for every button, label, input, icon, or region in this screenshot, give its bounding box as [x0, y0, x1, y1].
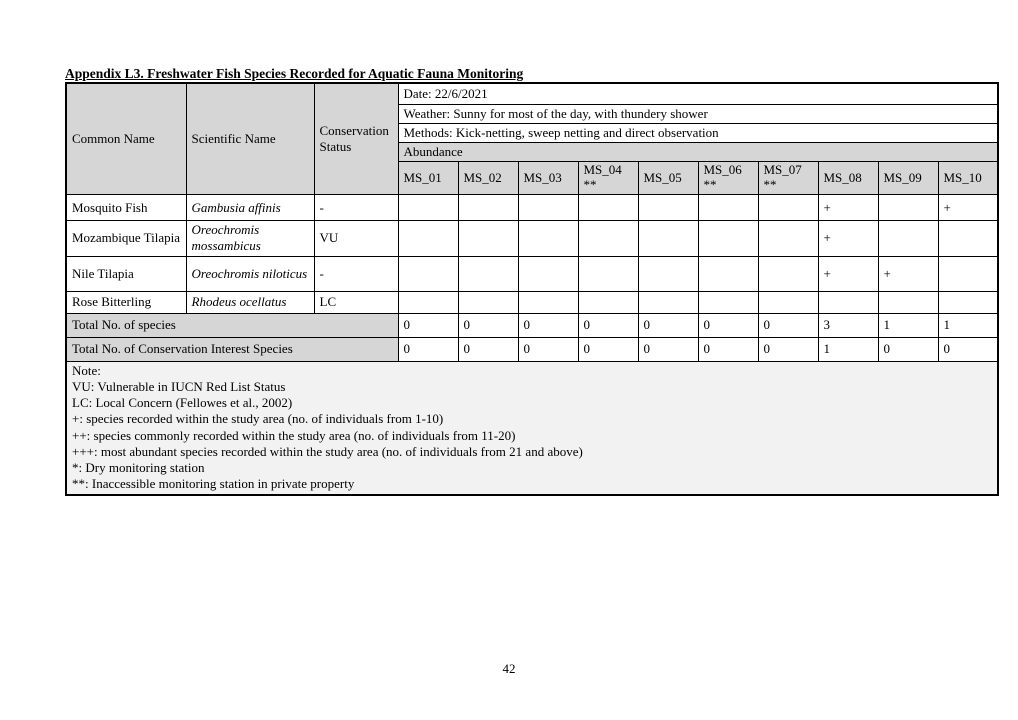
abundance-cell: + — [818, 221, 878, 257]
abundance-cell — [578, 195, 638, 221]
species-common-name: Nile Tilapia — [66, 256, 186, 291]
abundance-cell — [878, 195, 938, 221]
total-species-row — [66, 313, 998, 337]
abundance-cell: + — [818, 256, 878, 291]
date-cell: Date: 22/6/2021 — [398, 83, 998, 104]
species-scientific-name: Oreochromis niloticus — [186, 256, 314, 291]
total-value: 1 — [878, 313, 938, 337]
abundance-cell — [398, 256, 458, 291]
abundance-cell — [938, 291, 998, 313]
abundance-cell — [458, 195, 518, 221]
species-scientific-name: Gambusia affinis — [186, 195, 314, 221]
station-header-ms07 — [758, 162, 818, 195]
note-line: ++: species commonly recorded within the study area (no. of individuals from 11-20) — [72, 427, 516, 443]
abundance-cell — [398, 195, 458, 221]
abundance-cell — [398, 221, 458, 257]
species-row-mozambique-tilapia — [66, 221, 998, 257]
abundance-cell — [758, 221, 818, 257]
note-line: VU: Vulnerable in IUCN Red List Status — [72, 378, 286, 394]
station-header-ms03 — [518, 162, 578, 195]
total-conservation-row — [66, 337, 998, 361]
abundance-cell — [938, 221, 998, 257]
total-value: 0 — [638, 337, 698, 361]
column-header-conservation-status: Conservation Status — [314, 83, 398, 195]
abundance-cell: + — [878, 256, 938, 291]
notes-row — [66, 361, 998, 495]
abundance-cell — [518, 256, 578, 291]
abundance-cell — [938, 256, 998, 291]
station-label: MS_06 — [703, 162, 742, 178]
methods-cell: Methods: Kick-netting, sweep netting and direct observation — [398, 123, 998, 142]
abundance-cell — [518, 195, 578, 221]
note-line: **: Inaccessible monitoring station in private property — [72, 476, 355, 492]
total-value: 0 — [698, 337, 758, 361]
abundance-cell — [758, 291, 818, 313]
note-line: +++: most abundant species recorded within the study area (no. of individuals from 21 and above) — [72, 443, 583, 459]
station-label: MS_03 — [523, 169, 562, 185]
total-value: 0 — [638, 313, 698, 337]
abundance-cell: + — [818, 195, 878, 221]
station-label: MS_05 — [643, 169, 682, 185]
total-value: 0 — [938, 337, 998, 361]
station-label: MS_01 — [403, 169, 442, 185]
weather-cell: Weather: Sunny for most of the day, with thundery shower — [398, 104, 998, 123]
total-value: 1 — [938, 313, 998, 337]
station-label: MS_02 — [463, 169, 502, 185]
species-conservation-status: - — [314, 195, 398, 221]
station-label: MS_10 — [943, 169, 982, 185]
page-title: Appendix L3. Freshwater Fish Species Recorded for Aquatic Fauna Monitoring — [65, 66, 524, 81]
total-value: 0 — [518, 313, 578, 337]
station-header-ms05 — [638, 162, 698, 195]
total-value: 0 — [578, 337, 638, 361]
abundance-cell — [578, 291, 638, 313]
total-conservation-label: Total No. of Conservation Interest Species — [66, 337, 398, 361]
abundance-cell-header: Abundance — [398, 143, 998, 162]
notes-block — [66, 361, 998, 495]
abundance-cell — [698, 221, 758, 257]
total-value: 0 — [398, 337, 458, 361]
species-scientific-name: Rhodeus ocellatus — [186, 291, 314, 313]
abundance-cell — [638, 291, 698, 313]
species-common-name: Rose Bitterling — [66, 291, 186, 313]
note-line: Note: — [72, 362, 101, 378]
station-note: ** — [763, 177, 777, 193]
station-header-ms08 — [818, 162, 878, 195]
abundance-cell — [638, 221, 698, 257]
abundance-cell — [758, 256, 818, 291]
fauna-monitoring-table — [65, 82, 999, 496]
station-header-ms06 — [698, 162, 758, 195]
total-value: 1 — [818, 337, 878, 361]
station-label: MS_04 — [583, 162, 622, 178]
abundance-cell — [698, 291, 758, 313]
total-value: 3 — [818, 313, 878, 337]
column-header-scientific-name: Scientific Name — [186, 83, 314, 195]
abundance-cell — [458, 256, 518, 291]
species-conservation-status: LC — [314, 291, 398, 313]
species-conservation-status: VU — [314, 221, 398, 257]
station-header-ms10 — [938, 162, 998, 195]
total-value: 0 — [458, 313, 518, 337]
species-row-rose-bitterling — [66, 291, 998, 313]
total-value: 0 — [578, 313, 638, 337]
station-label: MS_07 — [763, 162, 802, 178]
station-label: MS_09 — [883, 169, 922, 185]
species-common-name: Mosquito Fish — [66, 195, 186, 221]
station-header-ms01 — [398, 162, 458, 195]
abundance-cell — [878, 221, 938, 257]
abundance-cell — [818, 291, 878, 313]
note-line: +: species recorded within the study area (no. of individuals from 1-10) — [72, 411, 444, 427]
note-line: LC: Local Concern (Fellowes et al., 2002) — [72, 395, 293, 411]
abundance-cell: + — [938, 195, 998, 221]
abundance-cell — [578, 221, 638, 257]
station-label: MS_08 — [823, 169, 862, 185]
total-value: 0 — [758, 337, 818, 361]
column-header-common-name: Common Name — [66, 83, 186, 195]
species-scientific-name: Oreochromis mossambicus — [186, 221, 314, 257]
abundance-cell — [398, 291, 458, 313]
abundance-cell — [458, 221, 518, 257]
note-line: *: Dry monitoring station — [72, 460, 205, 476]
total-value: 0 — [698, 313, 758, 337]
total-species-label: Total No. of species — [66, 313, 398, 337]
abundance-cell — [638, 256, 698, 291]
page-number: 42 — [502, 661, 516, 676]
station-header-ms04 — [578, 162, 638, 195]
total-value: 0 — [878, 337, 938, 361]
species-conservation-status: - — [314, 256, 398, 291]
date-row — [66, 83, 998, 104]
abundance-cell — [578, 256, 638, 291]
total-value: 0 — [758, 313, 818, 337]
station-note: ** — [583, 177, 597, 193]
total-value: 0 — [458, 337, 518, 361]
species-row-mosquito-fish — [66, 195, 998, 221]
abundance-cell — [638, 195, 698, 221]
station-header-ms09 — [878, 162, 938, 195]
species-common-name: Mozambique Tilapia — [66, 221, 186, 257]
abundance-cell — [698, 256, 758, 291]
station-note: ** — [703, 177, 717, 193]
abundance-cell — [878, 291, 938, 313]
total-value: 0 — [518, 337, 578, 361]
station-header-ms02 — [458, 162, 518, 195]
abundance-cell — [698, 195, 758, 221]
abundance-cell — [518, 221, 578, 257]
abundance-cell — [518, 291, 578, 313]
total-value: 0 — [398, 313, 458, 337]
abundance-cell — [458, 291, 518, 313]
abundance-cell — [758, 195, 818, 221]
species-row-nile-tilapia — [66, 256, 998, 291]
